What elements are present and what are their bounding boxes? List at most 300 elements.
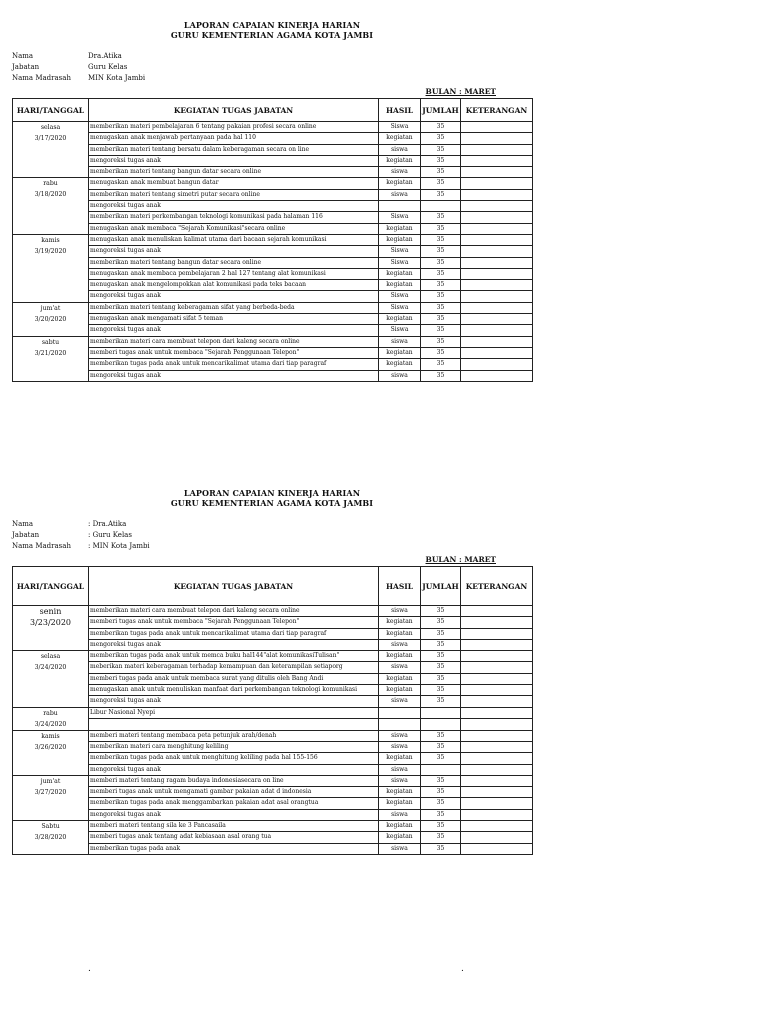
hasil-cell: kegiatan <box>379 347 421 358</box>
footer-dot-right: . <box>461 964 464 974</box>
keterangan-cell <box>461 606 533 617</box>
activity-cell: memberikan materi perkembangan teknologi komunikasi pada halaman 116 <box>89 212 379 223</box>
table-row <box>13 787 533 798</box>
hasil-cell: Siswa <box>379 325 421 336</box>
keterangan-cell <box>461 359 533 370</box>
activity-cell: memberi tugas anak tentang adat kebiasaan asal orang tua <box>89 832 379 843</box>
report-title-line2: GURU KEMENTERIAN AGAMA KOTA JAMBI <box>170 498 374 508</box>
jumlah-cell <box>421 719 461 731</box>
identity-row <box>12 530 532 541</box>
jumlah-cell: 35 <box>421 821 461 832</box>
hasil-cell: Siswa <box>379 291 421 302</box>
activity-cell: mengoreksi tugas anak <box>89 201 379 212</box>
table-row <box>13 821 533 832</box>
hasil-cell <box>379 201 421 212</box>
day-date-cell <box>13 178 89 234</box>
hasil-cell: kegiatan <box>379 223 421 234</box>
hasil-cell: kegiatan <box>379 280 421 291</box>
activity-cell: memberikan tugas pada anak untuk mencarikalimat utama dari tiap paragraf <box>89 628 379 639</box>
activity-cell: menugaskan anak membaca "Sejarah Komunikasi"secara online <box>89 223 379 234</box>
jumlah-cell <box>421 201 461 212</box>
header-kegiatan: KEGIATAN TUGAS JABATAN <box>89 567 379 606</box>
header-keterangan: KETERANGAN <box>461 567 533 606</box>
date-text: 3/19/2020 <box>34 247 67 255</box>
jumlah-cell: 35 <box>421 246 461 257</box>
activity-cell: memberi materi tentang membaca peta petunjuk arah/denah <box>89 730 379 741</box>
jumlah-cell: 35 <box>421 628 461 639</box>
table-row <box>13 223 533 234</box>
jumlah-cell: 35 <box>421 144 461 155</box>
table-row <box>13 707 533 719</box>
table-row <box>13 617 533 628</box>
day-date-cell <box>13 821 89 855</box>
table-row <box>13 347 533 358</box>
identity-row <box>12 62 532 73</box>
activity-cell: menugaskan anak mengamati sifat 5 teman <box>89 314 379 325</box>
table-row <box>13 719 533 731</box>
keterangan-cell <box>461 662 533 673</box>
table-row <box>13 775 533 786</box>
jumlah-cell: 35 <box>421 291 461 302</box>
keterangan-cell <box>461 821 533 832</box>
day-date-cell <box>13 651 89 707</box>
jumlah-cell: 35 <box>421 651 461 662</box>
hasil-cell: siswa <box>379 809 421 820</box>
jumlah-cell: 35 <box>421 178 461 189</box>
activity-cell: meberikan materi keberagaman terhadap kemampuan dan keterampilan setiaporg <box>89 662 379 673</box>
jumlah-cell: 35 <box>421 167 461 178</box>
jumlah-cell: 35 <box>421 741 461 752</box>
report-week-2 <box>12 488 532 855</box>
table-row <box>13 167 533 178</box>
jumlah-cell: 35 <box>421 730 461 741</box>
hasil-cell: kegiatan <box>379 178 421 189</box>
hasil-cell: kegiatan <box>379 133 421 144</box>
date-text: 3/17/2020 <box>34 135 67 142</box>
jumlah-cell: 35 <box>421 189 461 200</box>
activity-cell: memberikan tugas pada anak untuk menghitung keliling pada hal 155-156 <box>89 753 379 764</box>
table-row <box>13 144 533 155</box>
keterangan-cell <box>461 719 533 731</box>
date-text: 3/27/2020 <box>34 788 67 796</box>
keterangan-cell <box>461 787 533 798</box>
keterangan-cell <box>461 325 533 336</box>
table-row <box>13 234 533 245</box>
activity-cell: memberikan tugas pada anak <box>89 843 379 854</box>
table-row <box>13 280 533 291</box>
keterangan-cell <box>461 336 533 347</box>
identity-label: Jabatan <box>12 531 40 539</box>
day-name: jum'at <box>40 304 61 312</box>
activity-cell <box>89 719 379 731</box>
identity-value: MIN Kota Jambi <box>88 74 146 82</box>
report-title-line1: LAPORAN CAPAIAN KINERJA HARIAN <box>183 20 361 30</box>
jumlah-cell: 35 <box>421 122 461 133</box>
jumlah-cell: 35 <box>421 606 461 617</box>
jumlah-cell: 35 <box>421 280 461 291</box>
table-row <box>13 753 533 764</box>
activity-cell: memberikan tugas pada anak untuk memca buku hal144"alat komunikasiTulisan" <box>89 651 379 662</box>
identity-label: Nama <box>12 520 34 528</box>
hasil-cell: siswa <box>379 764 421 775</box>
table-row <box>13 178 533 189</box>
month-label: BULAN : MARET <box>425 555 496 564</box>
hasil-cell: kegiatan <box>379 651 421 662</box>
keterangan-cell <box>461 685 533 696</box>
day-date-cell <box>13 775 89 820</box>
identity-row <box>12 519 532 530</box>
jumlah-cell: 35 <box>421 347 461 358</box>
activity-cell: menugaskan anak mengelompokkan alat komunikasi pada teks bacaan <box>89 280 379 291</box>
hasil-cell: Siswa <box>379 212 421 223</box>
jumlah-cell: 35 <box>421 212 461 223</box>
activity-cell: memberikan materi pembelajaran 6 tentang pakaian profesi secara online <box>89 122 379 133</box>
activity-cell: memberikan materi cara membuat telepon dari kaleng secara online <box>89 606 379 617</box>
month-label: BULAN : MARET <box>425 87 496 96</box>
keterangan-cell <box>461 314 533 325</box>
jumlah-cell: 35 <box>421 234 461 245</box>
activity-cell: mengoreksi tugas anak <box>89 246 379 257</box>
keterangan-cell <box>461 775 533 786</box>
jumlah-cell: 35 <box>421 662 461 673</box>
activity-cell: menugaskan anak menuliskan kalimat utama dari bacaan sejarah komunikasi <box>89 234 379 245</box>
hasil-cell: kegiatan <box>379 155 421 166</box>
day-name: Sabtu <box>41 823 60 831</box>
keterangan-cell <box>461 133 533 144</box>
jumlah-cell: 35 <box>421 359 461 370</box>
table-row <box>13 122 533 133</box>
keterangan-cell <box>461 122 533 133</box>
hasil-cell: kegiatan <box>379 821 421 832</box>
jumlah-cell: 35 <box>421 787 461 798</box>
keterangan-cell <box>461 651 533 662</box>
table-row <box>13 843 533 854</box>
table-row <box>13 370 533 381</box>
table-row <box>13 291 533 302</box>
table-row <box>13 662 533 673</box>
header-keterangan: KETERANGAN <box>461 99 533 122</box>
keterangan-cell <box>461 347 533 358</box>
activity-cell: memberikan tugas pada anak menggambarkan pakaian adat asal orangtua <box>89 798 379 809</box>
table-row <box>13 673 533 684</box>
date-text: 3/21/2020 <box>34 349 67 357</box>
day-name: kamis <box>41 236 60 244</box>
date-text: 3/23/2020 <box>29 618 72 627</box>
table-header-row <box>13 567 533 606</box>
table-row <box>13 685 533 696</box>
identity-label: Jabatan <box>12 63 40 71</box>
keterangan-cell <box>461 246 533 257</box>
keterangan-cell <box>461 212 533 223</box>
jumlah-cell: 35 <box>421 302 461 313</box>
hasil-cell: Siswa <box>379 122 421 133</box>
day-name: rabu <box>43 709 58 717</box>
keterangan-cell <box>461 268 533 279</box>
hasil-cell: kegiatan <box>379 753 421 764</box>
day-name: senin <box>39 607 62 616</box>
activity-cell: memberikan materi cara membuat telepon dari kaleng secara online <box>89 336 379 347</box>
hasil-cell: siswa <box>379 167 421 178</box>
keterangan-cell <box>461 223 533 234</box>
identity-row <box>12 541 532 552</box>
hasil-cell: siswa <box>379 336 421 347</box>
table-row <box>13 201 533 212</box>
date-text: 3/26/2020 <box>34 743 67 751</box>
hasil-cell: kegiatan <box>379 673 421 684</box>
activity-cell: menugaskan anak menjawab pertanyaan pada hal 110 <box>89 133 379 144</box>
activity-cell: mengoreksi tugas anak <box>89 155 379 166</box>
keterangan-cell <box>461 280 533 291</box>
keterangan-cell <box>461 370 533 381</box>
table-row <box>13 651 533 662</box>
jumlah-cell: 35 <box>421 133 461 144</box>
activity-table <box>12 566 533 855</box>
table-row <box>13 798 533 809</box>
jumlah-cell: 35 <box>421 798 461 809</box>
table-row <box>13 764 533 775</box>
activity-cell: memberi materi tentang sila ke 3 Pancasaila <box>89 821 379 832</box>
table-row <box>13 246 533 257</box>
table-row <box>13 155 533 166</box>
hasil-cell: siswa <box>379 696 421 707</box>
hasil-cell: siswa <box>379 189 421 200</box>
keterangan-cell <box>461 234 533 245</box>
hasil-cell: siswa <box>379 775 421 786</box>
identity-row <box>12 73 532 84</box>
jumlah-cell: 35 <box>421 753 461 764</box>
keterangan-cell <box>461 628 533 639</box>
hasil-cell: siswa <box>379 144 421 155</box>
day-name: selasa <box>40 124 61 131</box>
activity-cell: menugaskan anak untuk menuliskan manfaat dari perkembangan teknologi komunikasi <box>89 685 379 696</box>
hasil-cell: Siswa <box>379 257 421 268</box>
activity-table <box>12 98 533 382</box>
day-date-cell <box>13 606 89 651</box>
keterangan-cell <box>461 843 533 854</box>
hasil-cell: kegiatan <box>379 234 421 245</box>
day-name: rabu <box>43 180 58 188</box>
table-row <box>13 325 533 336</box>
jumlah-cell: 35 <box>421 257 461 268</box>
identity-block <box>12 519 532 552</box>
activity-cell: memberikan materi tentang bangun datar secara online <box>89 257 379 268</box>
header-jumlah: JUMLAH <box>421 567 461 606</box>
keterangan-cell <box>461 832 533 843</box>
activity-cell: menugaskan anak membuat bangun datar <box>89 178 379 189</box>
table-row <box>13 628 533 639</box>
table-header-row <box>13 99 533 122</box>
identity-value: : Dra.Atika <box>88 520 127 528</box>
activity-cell: menugaskan anak membaca pembelajaran 2 hal 127 tentang alat komunikasi <box>89 268 379 279</box>
keterangan-cell <box>461 798 533 809</box>
keterangan-cell <box>461 144 533 155</box>
identity-value: Dra.Atika <box>88 52 122 60</box>
activity-cell: memberi tugas anak untuk membaca "Sejarah Penggunaan Telepon" <box>89 617 379 628</box>
footer-dot-left: . <box>88 964 91 974</box>
keterangan-cell <box>461 696 533 707</box>
header-hari-tanggal: HARI/TANGGAL <box>13 99 89 122</box>
identity-label: Nama Madrasah <box>12 542 71 550</box>
jumlah-cell: 35 <box>421 809 461 820</box>
day-name: selasa <box>40 653 61 661</box>
keterangan-cell <box>461 673 533 684</box>
date-text: 3/24/2020 <box>34 720 67 728</box>
table-row <box>13 268 533 279</box>
header-jumlah: JUMLAH <box>421 99 461 122</box>
table-row <box>13 257 533 268</box>
table-row <box>13 809 533 820</box>
keterangan-cell <box>461 257 533 268</box>
activity-cell: memberikan tugas pada anak untuk mencarikalimat utama dari tiap paragraf <box>89 359 379 370</box>
keterangan-cell <box>461 302 533 313</box>
activity-cell: memberikan materi tentang simetri putar secara online <box>89 189 379 200</box>
hasil-cell: Siswa <box>379 302 421 313</box>
keterangan-cell <box>461 639 533 650</box>
hasil-cell: kegiatan <box>379 359 421 370</box>
report-title-line2: GURU KEMENTERIAN AGAMA KOTA JAMBI <box>170 30 374 40</box>
jumlah-cell: 35 <box>421 775 461 786</box>
activity-cell: mengoreksi tugas anak <box>89 764 379 775</box>
jumlah-cell: 35 <box>421 268 461 279</box>
jumlah-cell: 35 <box>421 155 461 166</box>
jumlah-cell <box>421 764 461 775</box>
hasil-cell <box>379 719 421 731</box>
hasil-cell: kegiatan <box>379 798 421 809</box>
hasil-cell: siswa <box>379 639 421 650</box>
table-row <box>13 696 533 707</box>
date-text: 3/18/2020 <box>34 191 67 199</box>
jumlah-cell: 35 <box>421 685 461 696</box>
hasil-cell: kegiatan <box>379 268 421 279</box>
identity-block <box>12 51 532 84</box>
day-date-cell <box>13 707 89 730</box>
table-row <box>13 302 533 313</box>
keterangan-cell <box>461 753 533 764</box>
keterangan-cell <box>461 707 533 719</box>
day-name: kamis <box>41 732 60 740</box>
hasil-cell: siswa <box>379 370 421 381</box>
keterangan-cell <box>461 764 533 775</box>
identity-row <box>12 51 532 62</box>
identity-label: Nama Madrasah <box>12 74 71 82</box>
hasil-cell: siswa <box>379 843 421 854</box>
jumlah-cell: 35 <box>421 223 461 234</box>
jumlah-cell: 35 <box>421 314 461 325</box>
date-text: 3/24/2020 <box>34 664 67 672</box>
day-name: jum'at <box>40 777 61 785</box>
jumlah-cell: 35 <box>421 843 461 854</box>
keterangan-cell <box>461 201 533 212</box>
table-row <box>13 606 533 617</box>
jumlah-cell: 35 <box>421 639 461 650</box>
activity-cell: memberikan materi tentang keberagaman sifat yang berbeda-beda <box>89 302 379 313</box>
table-row <box>13 189 533 200</box>
hasil-cell: siswa <box>379 606 421 617</box>
jumlah-cell: 35 <box>421 673 461 684</box>
keterangan-cell <box>461 741 533 752</box>
activity-cell: mengoreksi tugas anak <box>89 639 379 650</box>
identity-label: Nama <box>12 52 34 60</box>
activity-cell: mengoreksi tugas anak <box>89 809 379 820</box>
activity-cell: mengoreksi tugas anak <box>89 370 379 381</box>
jumlah-cell: 35 <box>421 832 461 843</box>
hasil-cell: Siswa <box>379 246 421 257</box>
hasil-cell: kegiatan <box>379 685 421 696</box>
hasil-cell: kegiatan <box>379 787 421 798</box>
activity-cell: memberikan materi cara menghitung keliling <box>89 741 379 752</box>
jumlah-cell: 35 <box>421 370 461 381</box>
keterangan-cell <box>461 617 533 628</box>
day-date-cell <box>13 302 89 336</box>
header-hasil: HASIL <box>379 567 421 606</box>
table-row <box>13 832 533 843</box>
report-title-line1: LAPORAN CAPAIAN KINERJA HARIAN <box>183 488 361 498</box>
jumlah-cell: 35 <box>421 617 461 628</box>
jumlah-cell: 35 <box>421 325 461 336</box>
day-date-cell <box>13 730 89 775</box>
header-hari-tanggal: HARI/TANGGAL <box>13 567 89 606</box>
activity-cell: memberikan materi tentang bersatu dalam keberagaman secara on line <box>89 144 379 155</box>
activity-cell: memberi tugas pada anak untuk membaca surat yang ditulis oleh Bang Andi <box>89 673 379 684</box>
activity-cell: memberi tugas anak untuk membaca "Sejarah Penggunaan Telepon" <box>89 347 379 358</box>
table-row <box>13 359 533 370</box>
hasil-cell: siswa <box>379 662 421 673</box>
hasil-cell: kegiatan <box>379 314 421 325</box>
jumlah-cell: 35 <box>421 696 461 707</box>
date-text: 3/20/2020 <box>34 315 67 323</box>
identity-value: : Guru Kelas <box>88 531 132 539</box>
hasil-cell: kegiatan <box>379 628 421 639</box>
activity-cell: mengoreksi tugas anak <box>89 696 379 707</box>
table-row <box>13 741 533 752</box>
report-week-1 <box>12 20 532 382</box>
header-hasil: HASIL <box>379 99 421 122</box>
keterangan-cell <box>461 730 533 741</box>
date-text: 3/28/2020 <box>34 834 67 842</box>
activity-cell: mengoreksi tugas anak <box>89 325 379 336</box>
jumlah-cell: 35 <box>421 336 461 347</box>
hasil-cell <box>379 707 421 719</box>
hasil-cell: kegiatan <box>379 832 421 843</box>
day-date-cell <box>13 336 89 381</box>
activity-cell: memberi tugas anak untuk mengamati gambar pakaian adat d indonesia <box>89 787 379 798</box>
keterangan-cell <box>461 178 533 189</box>
day-date-cell <box>13 234 89 302</box>
jumlah-cell <box>421 707 461 719</box>
identity-value: : MIN Kota Jambi <box>88 542 150 550</box>
keterangan-cell <box>461 155 533 166</box>
header-kegiatan: KEGIATAN TUGAS JABATAN <box>89 99 379 122</box>
keterangan-cell <box>461 291 533 302</box>
table-row <box>13 133 533 144</box>
activity-cell: memberikan materi tentang bangun datar secara online <box>89 167 379 178</box>
hasil-cell: kegiatan <box>379 617 421 628</box>
activity-cell: memberi materi tentang ragam budaya indonesiasecara on line <box>89 775 379 786</box>
day-date-cell <box>13 122 89 178</box>
table-row <box>13 730 533 741</box>
identity-value: Guru Kelas <box>88 63 128 71</box>
table-row <box>13 212 533 223</box>
keterangan-cell <box>461 189 533 200</box>
keterangan-cell <box>461 809 533 820</box>
activity-cell: mengoreksi tugas anak <box>89 291 379 302</box>
table-row <box>13 639 533 650</box>
hasil-cell: siswa <box>379 741 421 752</box>
keterangan-cell <box>461 167 533 178</box>
day-name: sabtu <box>41 338 60 346</box>
table-row <box>13 336 533 347</box>
table-row <box>13 314 533 325</box>
